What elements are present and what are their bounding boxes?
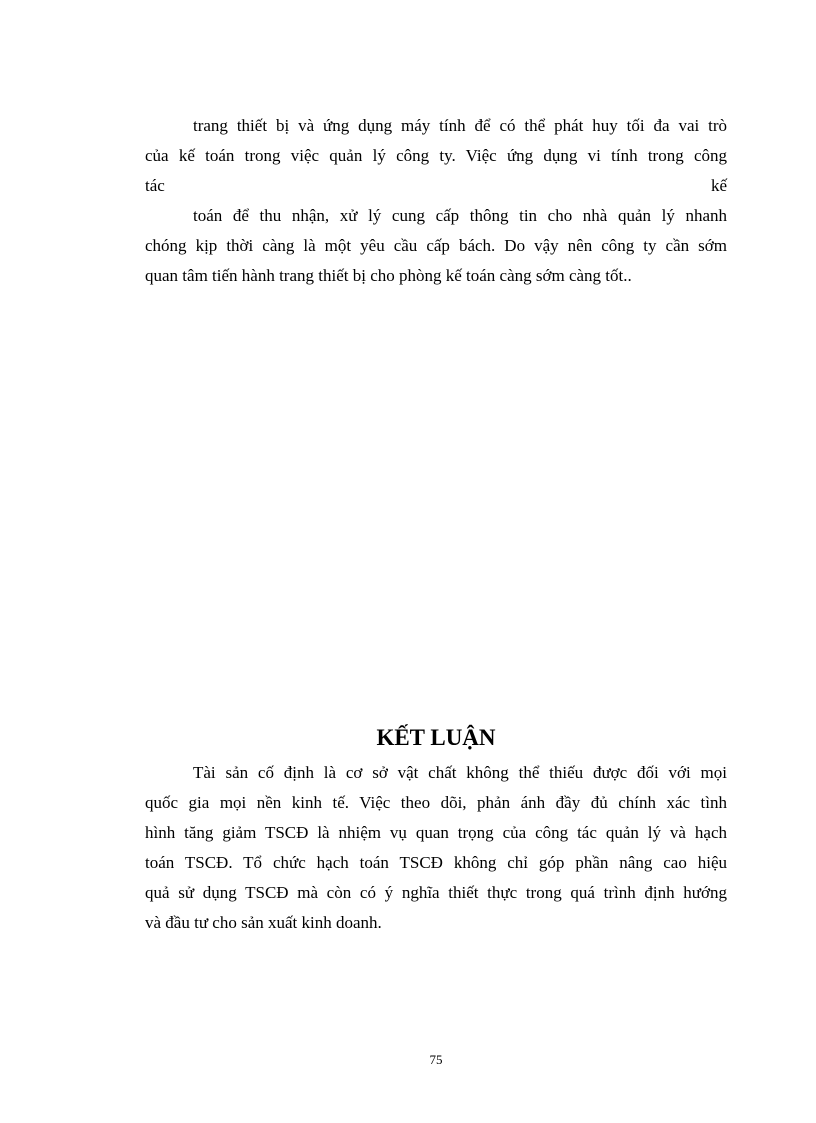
text-line: toán để thu nhận, xử lý cung cấp thông tin cho nhà quản lý nhanh [193, 206, 727, 225]
text-line: và đầu tư cho sản xuất kinh doanh. [145, 913, 382, 932]
text-line: hình tăng giảm TSCĐ là nhiệm vụ quan trọng của công tác quản lý và hạch [145, 823, 727, 842]
text-line: toán TSCĐ. Tổ chức hạch toán TSCĐ không chỉ góp phần nâng cao hiệu [145, 853, 727, 872]
text-line: quả sử dụng TSCĐ mà còn có ý nghĩa thiết thực trong quá trình định hướng [145, 883, 727, 902]
text-line: quan tâm tiến hành trang thiết bị cho phòng kế toán càng sớm càng tốt.. [145, 266, 632, 285]
text-line: của kế toán trong việc quản lý công ty. Việc ứng dụng vi tính trong công [145, 146, 727, 165]
text-line: trang thiết bị và ứng dụng máy tính để có thể phát huy tối đa vai trò [193, 116, 727, 135]
section-heading: KẾT LUẬN [376, 725, 496, 750]
text-line: tác kế [145, 176, 727, 195]
text-line: Tài sản cố định là cơ sở vật chất không thể thiếu được đối với mọi [193, 763, 727, 782]
page-number: 75 [429, 1052, 443, 1067]
text-line: quốc gia mọi nền kinh tế. Việc theo dõi, phản ánh đầy đủ chính xác tình [145, 793, 727, 812]
text-line: chóng kịp thời càng là một yêu cầu cấp bách. Do vậy nên công ty cần sớm [145, 236, 727, 255]
